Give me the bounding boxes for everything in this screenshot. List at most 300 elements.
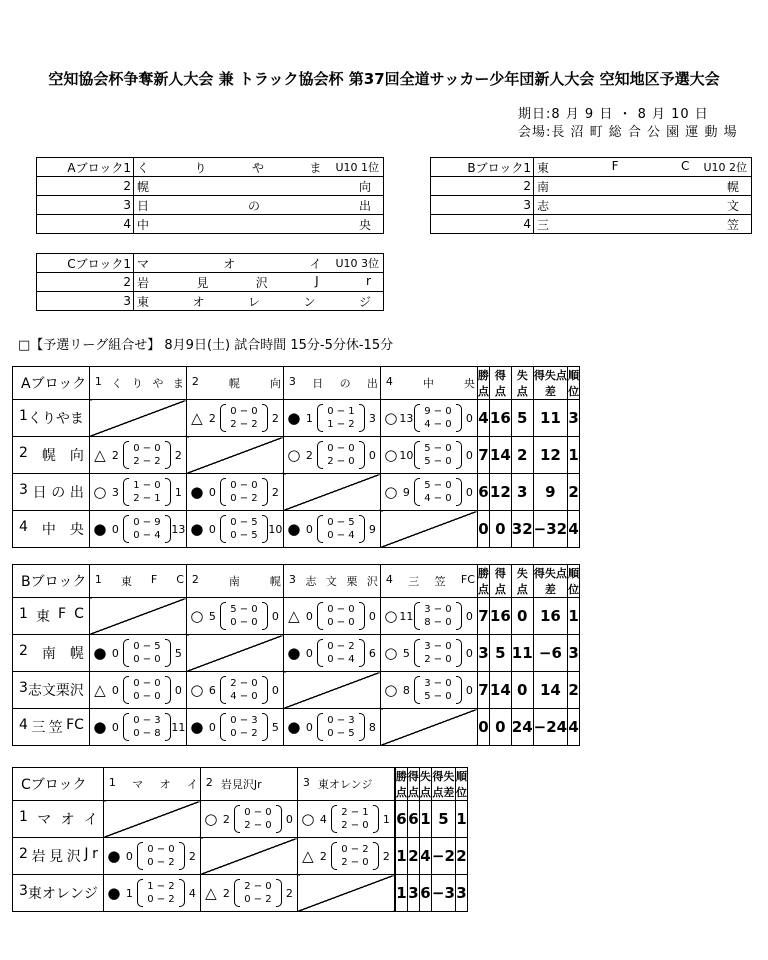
second-half-score: 4 − 0	[424, 493, 452, 504]
stat-value: −32	[533, 511, 567, 548]
first-half-score: 0 − 1	[327, 406, 355, 417]
half-scores	[220, 403, 268, 433]
header-char: 岩	[31, 849, 46, 865]
row-team-header	[13, 838, 104, 875]
half-scores	[220, 675, 268, 705]
team-list-a	[36, 157, 384, 234]
u10-rank-note: U10 2位	[703, 160, 747, 174]
self-match-cell	[103, 801, 200, 838]
goals-for: 0	[111, 683, 119, 697]
half-scores	[123, 675, 171, 705]
team-name-char: り	[194, 160, 207, 175]
stat-value: 16	[489, 598, 511, 635]
stat-header: 得 点	[489, 367, 511, 400]
goals-against: 0	[271, 683, 279, 697]
goals-for: 0	[111, 720, 119, 734]
stat-value: 2	[407, 838, 419, 875]
stat-value: 0	[477, 709, 489, 746]
row-team-header	[13, 801, 104, 838]
self-match-cell	[186, 635, 283, 672]
team-name-char: オ	[223, 256, 236, 271]
stat-header: 得 点	[489, 565, 511, 598]
result-mark-icon: ○	[287, 446, 301, 464]
second-half-score: 4 − 0	[424, 419, 452, 430]
team-name-char: 日	[137, 198, 150, 213]
goals-for: 0	[125, 849, 133, 863]
result-mark-icon: ●	[190, 520, 204, 538]
header-char: 央	[463, 377, 475, 390]
match-result-cell	[380, 672, 477, 709]
goals-against: 2	[271, 485, 279, 499]
first-half-score: 0 − 5	[133, 641, 161, 652]
result-mark-icon: ●	[190, 718, 204, 736]
match-result-cell	[283, 598, 380, 635]
stat-value: 7	[477, 672, 489, 709]
stat-header: 失点	[511, 565, 533, 598]
team-name	[134, 177, 384, 196]
half-scores	[220, 601, 268, 631]
header-char: の	[339, 377, 351, 390]
result-mark-icon: ○	[301, 810, 315, 828]
match-result-cell	[186, 474, 283, 511]
self-match-cell	[380, 511, 477, 548]
goals-for: 1	[125, 886, 133, 900]
stat-value: 16	[533, 598, 567, 635]
header-char: 2	[19, 643, 28, 659]
team-list-table	[36, 253, 384, 311]
half-scores	[317, 514, 365, 544]
goals-for: 0	[305, 646, 313, 660]
team-no: 2	[523, 179, 531, 193]
goals-against: 0	[174, 683, 182, 697]
goals-against: 11	[171, 720, 186, 734]
stat-value: 1	[455, 801, 467, 838]
first-half-score: 0 − 0	[244, 807, 272, 818]
header-char: 2	[19, 846, 28, 862]
match-result-cell	[283, 709, 380, 746]
half-scores	[317, 638, 365, 668]
header-char: 3	[19, 482, 28, 498]
goals-against: 2	[271, 411, 279, 425]
half-scores	[123, 440, 171, 470]
team-list-table	[430, 157, 752, 234]
stat-value: 14	[533, 672, 567, 709]
block-label: Aブロック	[67, 160, 124, 175]
header-char: の	[51, 485, 66, 501]
half-scores	[123, 712, 171, 742]
result-mark-icon: ●	[190, 483, 204, 501]
header-char: り	[41, 411, 56, 427]
self-match-cell	[89, 598, 186, 635]
header-char: 2	[191, 375, 199, 388]
header-char: 三	[408, 575, 420, 588]
goals-against: 6	[368, 646, 376, 660]
team-name-char: 志	[537, 198, 550, 213]
header-char: オ	[60, 812, 75, 828]
header-char: 笠	[434, 575, 446, 588]
row-team-header	[13, 511, 90, 548]
stat-value: 11	[511, 635, 533, 672]
first-half-score: 3 − 0	[424, 678, 452, 689]
team-number	[37, 177, 134, 196]
first-half-score: 0 − 2	[341, 844, 369, 855]
league-table	[12, 366, 580, 548]
team-name-char: 中	[137, 217, 150, 232]
goals-for: 0	[111, 646, 119, 660]
header-char: オ	[159, 778, 171, 791]
header-char: 4	[385, 573, 393, 586]
header-char: F	[150, 573, 158, 586]
league-header-row	[13, 565, 580, 598]
second-half-score: 2 − 1	[133, 493, 161, 504]
stat-value: 1	[568, 437, 580, 474]
result-mark-icon: △	[205, 884, 217, 902]
team-list-row	[37, 158, 384, 177]
first-half-score: 0 − 3	[230, 715, 258, 726]
goals-against: 4	[188, 886, 196, 900]
half-scores	[234, 878, 282, 908]
team-name-char: 出	[358, 198, 371, 213]
row-team-header	[13, 474, 90, 511]
half-scores	[331, 841, 379, 871]
first-half-score: 2 − 0	[230, 678, 258, 689]
u10-rank-note: U10 3位	[335, 256, 379, 270]
team-list-row	[37, 292, 384, 311]
result-mark-icon: ○	[384, 409, 398, 427]
second-half-score: 2 − 0	[327, 456, 355, 467]
team-list-row	[431, 215, 752, 234]
team-name	[534, 215, 752, 234]
header-char: ま	[172, 377, 184, 390]
team-no: 3	[123, 294, 131, 308]
team-name-char: r	[366, 273, 371, 288]
match-result-cell	[186, 598, 283, 635]
league-row	[13, 672, 580, 709]
result-mark-icon: △	[191, 409, 203, 427]
team-name-char: 岩	[137, 275, 150, 290]
second-half-score: 2 − 0	[424, 654, 452, 665]
header-char: イ	[186, 778, 198, 791]
goals-for: 4	[319, 812, 327, 826]
first-half-score: 0 − 0	[230, 480, 258, 491]
goals-against: 0	[465, 411, 473, 425]
match-result-cell	[200, 801, 297, 838]
stat-value: 14	[489, 437, 511, 474]
first-half-score: 0 − 0	[147, 844, 175, 855]
header-char: 幌	[41, 448, 56, 464]
header-char: 栗	[55, 683, 70, 699]
second-half-score: 0 − 2	[147, 894, 175, 905]
league-row	[13, 474, 580, 511]
league-header-row	[13, 367, 580, 400]
team-list-c	[36, 253, 384, 311]
first-half-score: 0 − 0	[133, 443, 161, 454]
row-team-header	[13, 672, 90, 709]
league-row	[13, 838, 468, 875]
header-char: 東オレンジ	[317, 778, 373, 791]
team-name	[134, 254, 384, 273]
header-char: C	[176, 573, 184, 586]
column-team-header	[283, 367, 380, 400]
block-label: Cブロック	[67, 256, 124, 271]
stat-header: 順位	[568, 367, 580, 400]
header-char: 沢	[366, 575, 378, 588]
stat-value: 3	[568, 400, 580, 437]
first-half-score: 0 − 0	[133, 678, 161, 689]
column-team-header	[186, 367, 283, 400]
goals-for: 0	[208, 720, 216, 734]
stat-header: 得 点	[407, 768, 419, 801]
header-char: や	[152, 377, 164, 390]
self-match-cell	[283, 474, 380, 511]
result-mark-icon: ●	[287, 409, 301, 427]
stat-value: 3	[455, 875, 467, 912]
half-scores	[414, 601, 462, 631]
header-char: や	[55, 411, 70, 427]
goals-for: 0	[208, 522, 216, 536]
header-char: 2	[205, 776, 213, 789]
team-no: 1	[123, 256, 131, 271]
team-no: 1	[123, 160, 131, 175]
stat-value: 2	[568, 672, 580, 709]
header-char: ン	[69, 886, 84, 902]
header-char: 出	[366, 377, 378, 390]
goals-against: 0	[285, 812, 293, 826]
result-mark-icon: ○	[384, 446, 398, 464]
stat-value: 7	[477, 598, 489, 635]
match-result-cell	[89, 635, 186, 672]
header-char: ジ	[83, 886, 98, 902]
half-scores	[234, 804, 282, 834]
match-result-cell	[186, 672, 283, 709]
second-half-score: 2 − 2	[230, 419, 258, 430]
header-char: 中	[422, 377, 434, 390]
goals-for: 2	[222, 812, 230, 826]
first-half-score: 2 − 1	[341, 807, 369, 818]
stat-header: 勝 点	[395, 768, 407, 801]
result-mark-icon: ○	[190, 681, 204, 699]
team-name-char: ま	[309, 160, 322, 175]
result-mark-icon: ●	[107, 884, 121, 902]
half-scores	[123, 638, 171, 668]
team-list-table	[36, 157, 384, 234]
goals-for: 2	[319, 849, 327, 863]
goals-against: 0	[465, 448, 473, 462]
goals-against: 0	[465, 646, 473, 660]
header-char: く	[111, 377, 123, 390]
stat-value: 2	[455, 838, 467, 875]
team-no: 3	[123, 198, 131, 212]
goals-for: 8	[402, 683, 410, 697]
team-name	[534, 196, 752, 215]
team-name	[134, 196, 384, 215]
half-scores	[137, 878, 185, 908]
team-name-char: J	[315, 273, 319, 288]
goals-against: 0	[465, 683, 473, 697]
match-result-cell	[297, 838, 394, 875]
header-char: 2	[19, 445, 28, 461]
stat-value: 3	[511, 474, 533, 511]
team-list-row	[431, 177, 752, 196]
match-result-cell	[89, 709, 186, 746]
league-row	[13, 875, 468, 912]
row-team-header	[13, 635, 90, 672]
goals-for: 11	[399, 609, 414, 623]
goals-against: 5	[174, 646, 182, 660]
block-label: Bブロック	[467, 160, 524, 175]
team-list-row	[37, 273, 384, 292]
header-char: 1	[94, 375, 102, 388]
header-char: オ	[41, 886, 56, 902]
column-team-header	[380, 367, 477, 400]
second-half-score: 0 − 4	[327, 530, 355, 541]
header-char: 3	[288, 375, 296, 388]
column-team-header	[103, 768, 200, 801]
goals-against: 0	[368, 448, 376, 462]
first-half-score: 3 − 0	[424, 604, 452, 615]
match-result-cell	[200, 875, 297, 912]
team-list-row	[37, 196, 384, 215]
first-half-score: 1 − 2	[147, 881, 175, 892]
stat-value: 1	[395, 875, 407, 912]
team-name-char: 幌	[137, 179, 150, 194]
league-row	[13, 400, 580, 437]
header-char: 向	[269, 377, 281, 390]
stat-value: 12	[489, 474, 511, 511]
header-char: 出	[69, 485, 84, 501]
header-char: 東	[120, 575, 132, 588]
dates-line: 期日:8 月 9 日 ・ 8 月 10 日	[518, 107, 709, 122]
header-char: 幌	[69, 646, 84, 662]
block-name: Cブロック	[13, 768, 104, 801]
goals-against: 2	[188, 849, 196, 863]
goals-against: 2	[174, 448, 182, 462]
goals-against: 13	[171, 522, 186, 536]
result-mark-icon: △	[288, 607, 300, 625]
league-table	[12, 767, 468, 912]
team-name	[134, 292, 384, 311]
goals-for: 5	[208, 609, 216, 623]
goals-for: 3	[111, 485, 119, 499]
column-team-header	[89, 565, 186, 598]
half-scores	[317, 440, 365, 470]
header-char: 3	[19, 883, 28, 899]
team-name	[134, 273, 384, 292]
league-header-row	[13, 768, 468, 801]
stat-header: 得失点差	[533, 565, 567, 598]
goals-against: 10	[268, 522, 283, 536]
result-mark-icon: △	[94, 681, 106, 699]
stat-value: 2	[511, 437, 533, 474]
result-mark-icon: ○	[93, 483, 107, 501]
team-number	[431, 196, 534, 215]
result-mark-icon: △	[94, 446, 106, 464]
team-no: 4	[123, 217, 131, 231]
half-scores	[220, 477, 268, 507]
header-char: 幌	[269, 575, 281, 588]
header-char: レ	[55, 886, 70, 902]
stat-header: 順位	[568, 565, 580, 598]
goals-against: 2	[285, 886, 293, 900]
goals-against: 0	[271, 609, 279, 623]
header-char: 日	[32, 485, 47, 501]
second-half-score: 0 − 0	[133, 654, 161, 665]
team-name-char: 幌	[726, 179, 739, 194]
team-number	[431, 158, 534, 177]
match-result-cell	[283, 511, 380, 548]
league-row	[13, 437, 580, 474]
header-char: 笠	[48, 720, 63, 736]
match-result-cell	[89, 511, 186, 548]
goals-against: 3	[368, 411, 376, 425]
result-mark-icon: ○	[204, 810, 218, 828]
first-half-score: 2 − 0	[244, 881, 272, 892]
first-half-score: 5 − 0	[230, 604, 258, 615]
row-team-header	[13, 598, 90, 635]
result-mark-icon: ○	[384, 483, 398, 501]
header-char: 見	[49, 849, 64, 865]
stat-value: 2	[568, 474, 580, 511]
team-name-char: 東	[137, 294, 150, 309]
stat-value: 3	[477, 635, 489, 672]
u10-rank-note: U10 1位	[335, 160, 379, 174]
header-char: 沢	[66, 849, 81, 865]
team-name-char: 文	[726, 198, 739, 213]
league-row	[13, 598, 580, 635]
team-name-char: の	[247, 198, 260, 213]
team-no: 2	[123, 275, 131, 289]
half-scores	[123, 514, 171, 544]
half-scores	[414, 477, 462, 507]
stat-value: 3	[407, 875, 419, 912]
stat-header: 勝 点	[477, 565, 489, 598]
team-name-char: レ	[247, 294, 260, 309]
match-result-cell	[380, 437, 477, 474]
second-half-score: 0 − 5	[327, 728, 355, 739]
stat-value: 0	[489, 511, 511, 548]
page-title: 空知協会杯争奪新人大会 兼 トラック協会杯 第37回全道サッカー少年団新人大会 空知地区予選大会	[48, 70, 720, 88]
header-char: 文	[325, 575, 337, 588]
goals-for: 0	[305, 609, 313, 623]
team-number	[37, 254, 134, 273]
goals-against: 0	[368, 609, 376, 623]
team-name-char: 南	[537, 179, 550, 194]
second-half-score: 0 − 8	[133, 728, 161, 739]
second-half-score: 8 − 0	[424, 617, 452, 628]
column-team-header	[89, 367, 186, 400]
header-char: 央	[69, 522, 84, 538]
header-char: く	[27, 411, 42, 427]
header-char: マ	[132, 778, 144, 791]
team-number	[37, 292, 134, 311]
result-mark-icon: ○	[384, 681, 398, 699]
team-name-char: C	[681, 158, 690, 173]
result-mark-icon: ○	[190, 607, 204, 625]
team-name	[134, 215, 384, 234]
header-char: J	[84, 846, 89, 862]
stat-value: 4	[568, 709, 580, 746]
stat-value: 16	[489, 400, 511, 437]
second-half-score: 0 − 2	[230, 728, 258, 739]
second-half-score: 0 − 2	[244, 894, 272, 905]
goals-against: 9	[368, 522, 376, 536]
goals-for: 2	[208, 411, 216, 425]
goals-against: 0	[465, 485, 473, 499]
team-name-char: 向	[358, 179, 371, 194]
match-result-cell	[283, 437, 380, 474]
column-team-header	[380, 565, 477, 598]
header-char: 1	[94, 573, 102, 586]
